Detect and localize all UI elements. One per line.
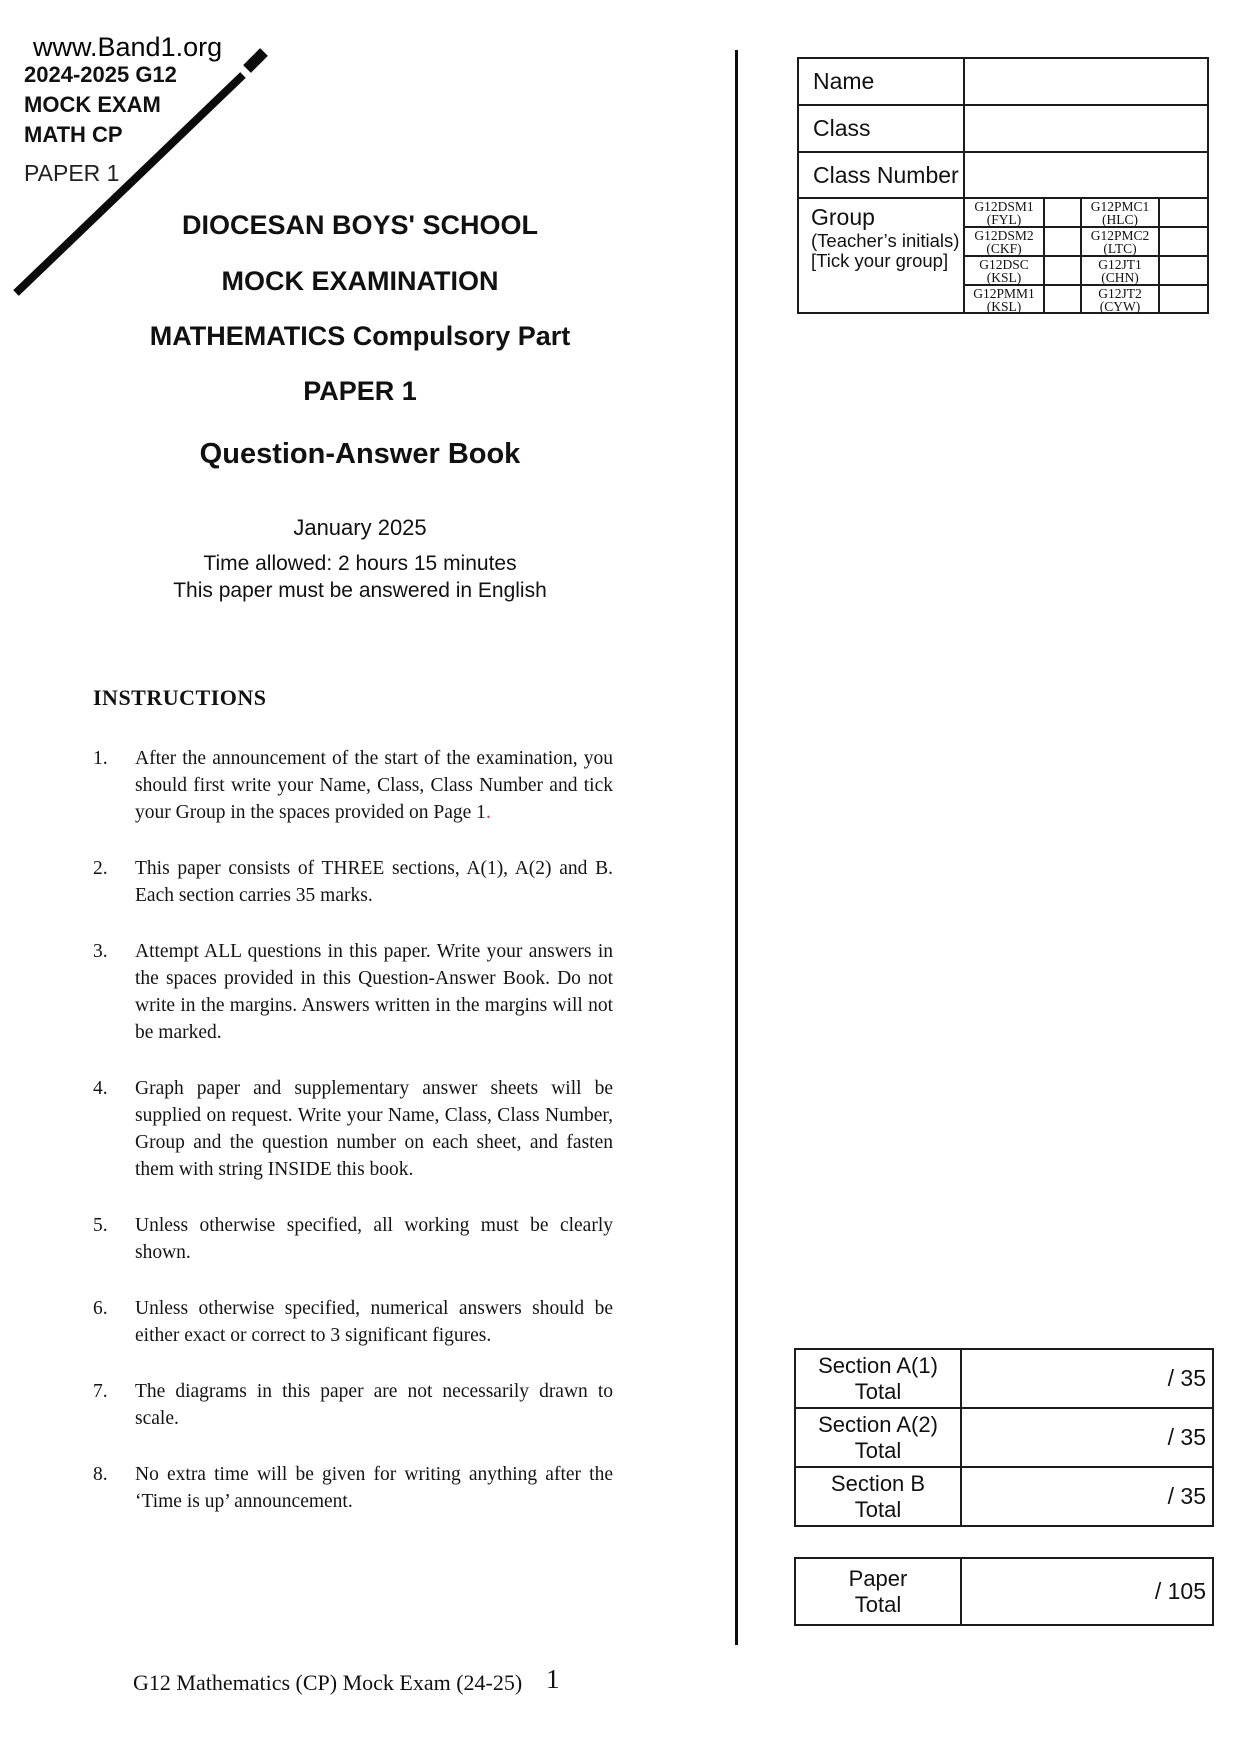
group-tick-cell[interactable]: [1045, 199, 1082, 228]
book-title: Question-Answer Book: [199, 438, 521, 470]
group-option: G12JT1 (CHN): [1082, 257, 1160, 286]
group-label: [799, 199, 965, 312]
group-option: G12DSM2 (CKF): [965, 228, 1045, 257]
footer-exam-label: G12 Mathematics (CP) Mock Exam (24-25): [133, 1670, 523, 1695]
vertical-divider-line: [735, 50, 738, 1645]
class-label: Class: [799, 106, 965, 151]
paper-total-score-cell: / 105: [1154, 1578, 1206, 1604]
footer-page-number: 1: [546, 1664, 560, 1694]
corner-year-label: 2024-2025 G12: [24, 62, 177, 87]
section-a2-score-cell: / 35: [1167, 1424, 1206, 1450]
section-a2-label: Section A(2): [818, 1411, 938, 1437]
section-a1-total-row: Section A(1) Total / 35: [796, 1350, 1212, 1409]
section-a2-total-row: Section A(2) Total / 35: [796, 1409, 1212, 1468]
language-note: This paper must be answered in English: [173, 579, 547, 602]
corner-mockexam-label: MOCK EXAM: [24, 92, 161, 117]
time-allowed-note: Time allowed: 2 hours 15 minutes: [203, 552, 517, 575]
subject-title: MATHEMATICS Compulsory Part: [149, 321, 571, 351]
class-number-input-cell[interactable]: [965, 153, 1207, 197]
section-b-total-row: Section B Total / 35: [796, 1468, 1212, 1525]
group-tick-cell[interactable]: [1160, 228, 1207, 257]
group-tick-cell[interactable]: [1160, 286, 1207, 313]
instruction-item-4: 4. Graph paper and supplementary answer sheets will be supplied on request. Write your Name, Class, Class Number, Group and the question number on each sheet, and fasten them with string INSIDE this book.: [93, 1078, 613, 1180]
class-row: [799, 106, 1207, 153]
group-tick-cell[interactable]: [1045, 257, 1082, 286]
exam-date: January 2025: [293, 515, 427, 540]
group-tick-cell[interactable]: [1045, 228, 1082, 257]
paper-title: PAPER 1: [303, 376, 417, 406]
student-info-table: [797, 57, 1209, 314]
instructions-list: [93, 745, 613, 1544]
group-option: G12PMM1 (KSL): [965, 286, 1045, 313]
group-tick-cell[interactable]: [1045, 286, 1082, 313]
section-a1-label: Section A(1): [818, 1352, 938, 1378]
group-option: G12DSM1 (FYL): [965, 199, 1045, 228]
group-option: G12PMC2 (LTC): [1082, 228, 1160, 257]
group-tick-cell[interactable]: [1160, 199, 1207, 228]
instruction-item-1: 1. After the announcement of the start of the examination, you should first write your Name, Class, Class Number and tick your Group in the spaces provided on Page 1.: [93, 748, 613, 823]
instructions-heading: INSTRUCTIONS: [93, 685, 267, 710]
exam-title: MOCK EXAMINATION: [221, 266, 499, 296]
corner-paper-label: PAPER 1: [24, 160, 120, 186]
corner-subject-label: MATH CP: [24, 122, 123, 147]
name-label: Name: [799, 59, 965, 104]
instruction-item-7: 7. The diagrams in this paper are not necessarily drawn to scale.: [93, 1381, 613, 1429]
school-title: DIOCESAN BOYS' SCHOOL: [182, 210, 538, 240]
paper-total-table: [794, 1557, 1214, 1626]
title-block: [40, 0, 680, 620]
watermark-site: www.Band1.org: [33, 32, 223, 62]
instruction-item-5: 5. Unless otherwise specified, all working must be clearly shown.: [93, 1215, 613, 1263]
group-options-grid: [965, 199, 1207, 312]
name-row: [799, 59, 1207, 106]
paper-total-row: Paper Total / 105: [796, 1559, 1212, 1624]
name-input-cell[interactable]: [965, 59, 1207, 104]
group-option: G12JT2 (CYW): [1082, 286, 1160, 313]
class-number-label: Class Number: [799, 153, 965, 197]
instruction-item-2: 2. This paper consists of THREE sections, A(1), A(2) and B. Each section carries 35 marks.: [93, 858, 613, 906]
group-label-hint2: [Tick your group]: [811, 250, 949, 272]
group-tick-cell[interactable]: [1160, 257, 1207, 286]
class-input-cell[interactable]: [965, 106, 1207, 151]
class-number-row: [799, 153, 1207, 199]
red-period: .: [485, 802, 491, 823]
instruction-item-6: 6. Unless otherwise specified, numerical answers should be either exact or correct to 3 significant figures.: [93, 1298, 613, 1346]
group-row: [799, 199, 1207, 312]
group-label-title: Group: [811, 204, 875, 230]
group-option: G12DSC (KSL): [965, 257, 1045, 286]
paper-total-label: Paper: [848, 1565, 908, 1591]
group-label-hint1: (Teacher’s initials): [811, 229, 960, 251]
section-a1-score-cell: / 35: [1167, 1365, 1206, 1391]
instruction-item-8: 8. No extra time will be given for writing anything after the ‘Time is up’ announcement.: [93, 1464, 613, 1512]
group-option: G12PMC1 (HLC): [1082, 199, 1160, 228]
instruction-item-3: 3. Attempt ALL questions in this paper. Write your answers in the spaces provided in this Question-Answer Book. Do not write in the margins. Answers written in the margins will not be marked.: [93, 941, 613, 1043]
section-b-label: Section B: [830, 1470, 926, 1496]
section-b-score-cell: / 35: [1167, 1483, 1206, 1509]
section-totals-table: [794, 1348, 1214, 1527]
